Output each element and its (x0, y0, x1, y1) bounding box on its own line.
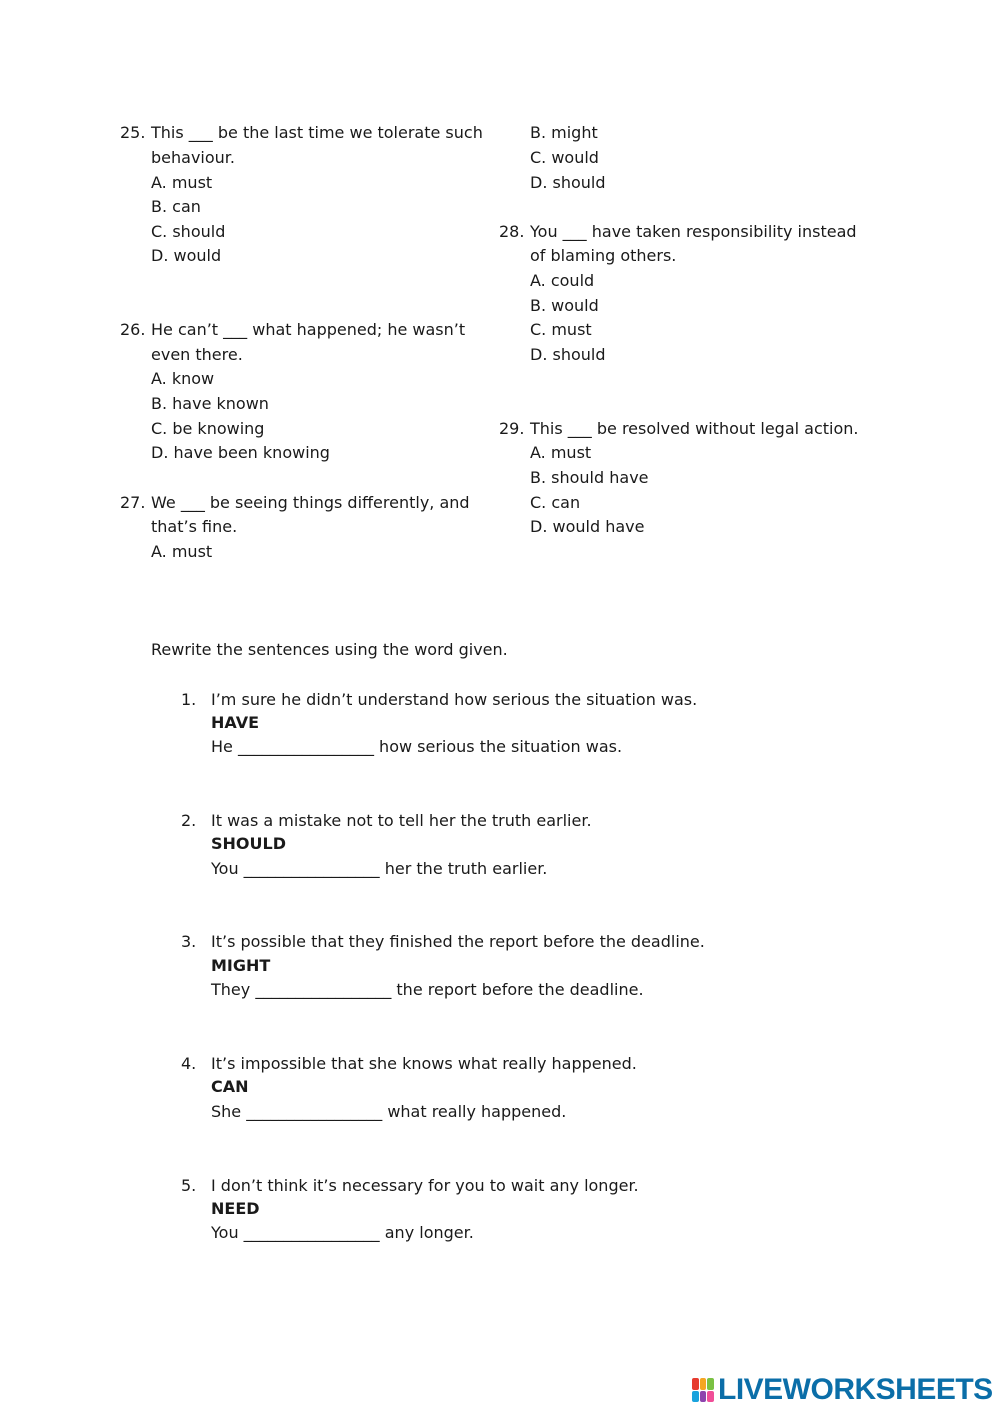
question-number: 26. (120, 320, 146, 339)
item-keyword: CAN (211, 1077, 249, 1096)
option-c[interactable]: C. would (530, 148, 599, 167)
question-stem: of blaming others. (530, 246, 677, 265)
item-sentence: I’m sure he didn’t understand how serious the situation was. (211, 690, 698, 709)
option-a[interactable]: A. could (530, 271, 595, 290)
item-keyword: SHOULD (211, 834, 286, 853)
logo-block (707, 1391, 714, 1403)
logo-text: LIVEWORKSHEETS (718, 1373, 993, 1406)
logo-block (692, 1391, 699, 1403)
item-keyword: HAVE (211, 713, 259, 732)
option-c[interactable]: C. be knowing (151, 419, 265, 438)
option-b[interactable]: B. should have (530, 468, 649, 487)
question-stem: He can’t ___ what happened; he wasn’t (151, 320, 466, 339)
item-answer-line[interactable]: She _________________ what really happened. (211, 1102, 567, 1121)
option-a[interactable]: A. must (530, 443, 592, 462)
item-sentence: It’s possible that they finished the report before the deadline. (211, 932, 705, 951)
logo-block (700, 1391, 707, 1403)
question-stem: This ___ be resolved without legal action. (530, 419, 859, 438)
option-d[interactable]: D. have been knowing (151, 443, 330, 462)
rewrite-instruction: Rewrite the sentences using the word given. (151, 640, 508, 659)
option-a[interactable]: A. know (151, 369, 215, 388)
question-number: 25. (120, 123, 146, 142)
item-number: 1. (181, 690, 197, 709)
logo-block (692, 1378, 699, 1390)
item-sentence: It was a mistake not to tell her the truth earlier. (211, 811, 592, 830)
question-stem: that’s fine. (151, 517, 238, 536)
item-number: 4. (181, 1054, 197, 1073)
item-sentence: It’s impossible that she knows what really happened. (211, 1054, 637, 1073)
logo-block (700, 1378, 707, 1390)
option-d[interactable]: D. would (151, 246, 222, 265)
option-c[interactable]: C. must (530, 320, 592, 339)
item-sentence: I don’t think it’s necessary for you to wait any longer. (211, 1176, 639, 1195)
item-answer-line[interactable]: You _________________ any longer. (211, 1223, 474, 1242)
item-answer-line[interactable]: You _________________ her the truth earlier. (211, 859, 548, 878)
option-d[interactable]: D. should (530, 345, 606, 364)
question-stem: This ___ be the last time we tolerate such (151, 123, 483, 142)
logo-blocks-icon (692, 1378, 714, 1402)
item-keyword: NEED (211, 1199, 260, 1218)
item-answer-line[interactable]: He _________________ how serious the situation was. (211, 737, 623, 756)
item-number: 2. (181, 811, 197, 830)
option-a[interactable]: A. must (151, 173, 213, 192)
item-answer-line[interactable]: They _________________ the report before the deadline. (211, 980, 644, 999)
item-number: 3. (181, 932, 197, 951)
item-number: 5. (181, 1176, 197, 1195)
question-stem: even there. (151, 345, 243, 364)
option-b[interactable]: B. might (530, 123, 598, 142)
question-number: 29. (499, 419, 525, 438)
option-c[interactable]: C. should (151, 222, 226, 241)
question-number: 27. (120, 493, 146, 512)
question-number: 28. (499, 222, 525, 241)
question-stem: You ___ have taken responsibility instead (530, 222, 857, 241)
question-stem: behaviour. (151, 148, 235, 167)
option-a[interactable]: A. must (151, 542, 213, 561)
option-c[interactable]: C. can (530, 493, 581, 512)
option-b[interactable]: B. have known (151, 394, 269, 413)
option-b[interactable]: B. would (530, 296, 599, 315)
option-d[interactable]: D. would have (530, 517, 645, 536)
logo-block (707, 1378, 714, 1390)
liveworksheets-logo (692, 1374, 993, 1406)
option-d[interactable]: D. should (530, 173, 606, 192)
question-stem: We ___ be seeing things differently, and (151, 493, 470, 512)
option-b[interactable]: B. can (151, 197, 201, 216)
item-keyword: MIGHT (211, 956, 271, 975)
